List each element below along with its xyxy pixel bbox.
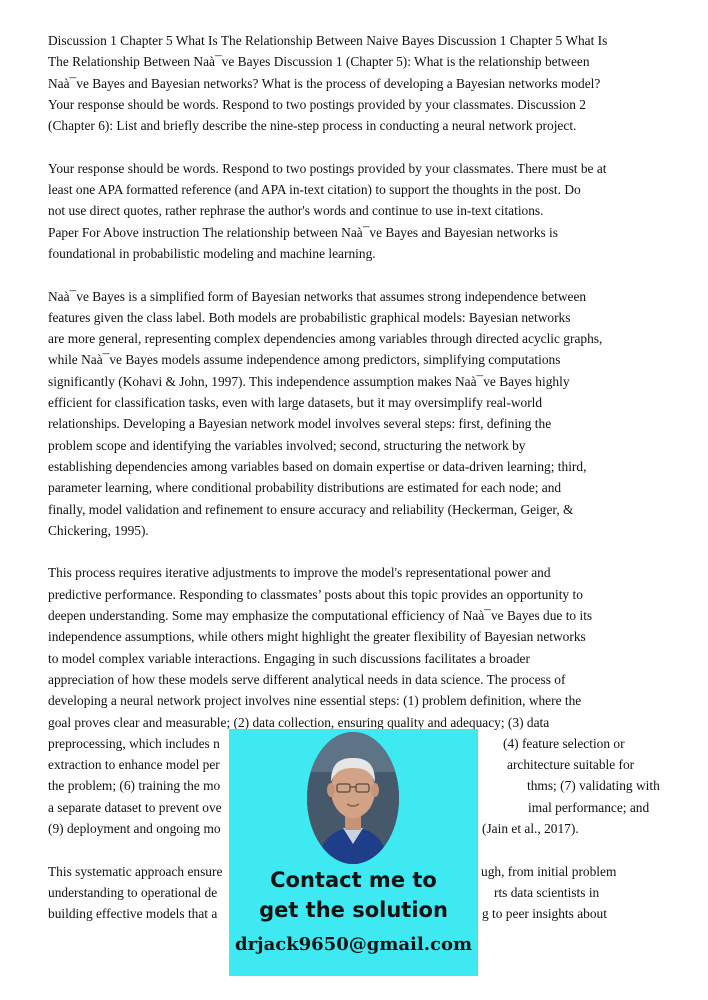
paragraph-gap	[48, 136, 654, 157]
text-line: significantly (Kohavi & John, 1997). This independence assumption makes Naà¯ve Bayes highly	[48, 373, 570, 389]
promo-headline	[229, 865, 478, 925]
text-line: Naà¯ve Bayes is a simplified form of Bayesian networks that assumes strong independence between	[48, 288, 587, 304]
text-line: Discussion 1 Chapter 5 What Is The Relationship Between Naive Bayes Discussion 1 Chapter 5 What Is	[48, 33, 608, 48]
text-fragment-left: building effective models that a	[48, 906, 218, 922]
paragraph-2	[48, 158, 654, 264]
text-line: (Chapter 6): List and briefly describe the nine-step process in conducting a neural network project.	[48, 118, 577, 134]
text-line: independence assumptions, while others might highlight the greater flexibility of Bayesian networks	[48, 629, 586, 645]
text-line: to model complex variable interactions. Engaging in such discussions facilitates a broader	[48, 650, 530, 666]
man-portrait-photo	[307, 732, 399, 864]
text-fragment-left: This systematic approach ensure	[48, 863, 223, 879]
text-fragment-right: rts data scientists in	[494, 884, 600, 900]
paragraph-gap	[48, 264, 654, 285]
portrait-illustration	[307, 732, 399, 864]
text-fragment-right: (Jain et al., 2017).	[482, 820, 579, 836]
text-line: Your response should be words. Respond to two postings provided by your classmates. Discussion 2	[48, 96, 586, 112]
text-fragment-right: (4) feature selection or	[503, 735, 625, 751]
text-line: Paper For Above instruction The relationship between Naà¯ve Bayes and Bayesian networks is	[48, 224, 558, 240]
text-line: Naà¯ve Bayes and Bayesian networks? What is the process of developing a Bayesian networks model?	[48, 75, 601, 91]
text-fragment-right: g to peer insights about	[482, 906, 607, 922]
text-line: finally, model validation and refinement to ensure accuracy and reliability (Heckerman, Geiger, &	[48, 501, 574, 517]
promo-headline-line-1: Contact me to	[270, 868, 437, 892]
text-line: least one APA formatted reference (and APA in-text citation) to support the thoughts in the post. Do	[48, 182, 581, 198]
text-line: efficient for classification tasks, even with large datasets, but it may oversimplify real-world	[48, 395, 543, 411]
promo-headline-line-2: get the solution	[259, 898, 448, 922]
text-line: problem scope and identifying the variables involved; second, structuring the network by	[48, 437, 526, 453]
text-line: predictive performance. Responding to classmates’ posts about this topic provides an opportunity to	[48, 586, 583, 602]
text-fragment-right: imal performance; and	[528, 799, 650, 815]
text-line: Chickering, 1995).	[48, 522, 149, 538]
text-line: while Naà¯ve Bayes models assume independence among predictors, simplifying computations	[48, 352, 561, 368]
text-fragment-left: understanding to operational de	[48, 884, 218, 900]
text-fragment-right: architecture suitable for	[507, 757, 635, 773]
text-line: deepen understanding. Some may emphasize the computational efficiency of Naà¯ve Bayes due to its	[48, 608, 593, 624]
text-line: not use direct quotes, rather rephrase the author's words and continue to use in-text citations.	[48, 203, 544, 219]
text-line: The Relationship Between Naà¯ve Bayes Discussion 1 (Chapter 5): What is the relationship between	[48, 54, 590, 70]
text-fragment-left: preprocessing, which includes n	[48, 735, 220, 751]
text-fragment-right: thms; (7) validating with	[527, 778, 660, 794]
text-line: relationships. Developing a Bayesian network model involves several steps: first, defining the	[48, 416, 552, 432]
text-line: appreciation of how these models serve different analytical needs in data science. The process of	[48, 671, 566, 687]
text-line: Your response should be words. Respond to two postings provided by your classmates. There must be at	[48, 160, 607, 176]
text-fragment-left: the problem; (6) training the mo	[48, 778, 221, 794]
paragraph-gap	[48, 541, 654, 562]
text-line: goal proves clear and measurable; (2) data collection, ensuring quality and adequacy; (3) data	[48, 714, 550, 730]
text-fragment-left: a separate dataset to prevent ove	[48, 799, 222, 815]
text-line: This process requires iterative adjustments to improve the model's representational power and	[48, 565, 551, 581]
paragraph-3	[48, 286, 654, 542]
text-line: features given the class label. Both models are probabilistic graphical models: Bayesian networks	[48, 309, 571, 325]
text-line: establishing dependencies among variables based on domain expertise or data-driven learning; third,	[48, 458, 587, 474]
contact-promo-banner[interactable]	[229, 729, 478, 976]
text-fragment-left: (9) deployment and ongoing mo	[48, 820, 221, 836]
contact-email-link[interactable]: drjack9650@gmail.com	[234, 934, 473, 955]
text-line: are more general, representing complex dependencies among variables through directed acyclic graphs,	[48, 331, 603, 347]
text-fragment-left: extraction to enhance model per	[48, 757, 220, 773]
text-fragment-right: ugh, from initial problem	[481, 863, 617, 879]
text-line: developing a neural network project involves nine essential steps: (1) problem definition, where the	[48, 693, 582, 709]
text-line: parameter learning, where conditional probability distributions are estimated for each node; and	[48, 480, 562, 496]
text-line: foundational in probabilistic modeling and machine learning.	[48, 245, 376, 261]
paragraph-1	[48, 30, 654, 136]
